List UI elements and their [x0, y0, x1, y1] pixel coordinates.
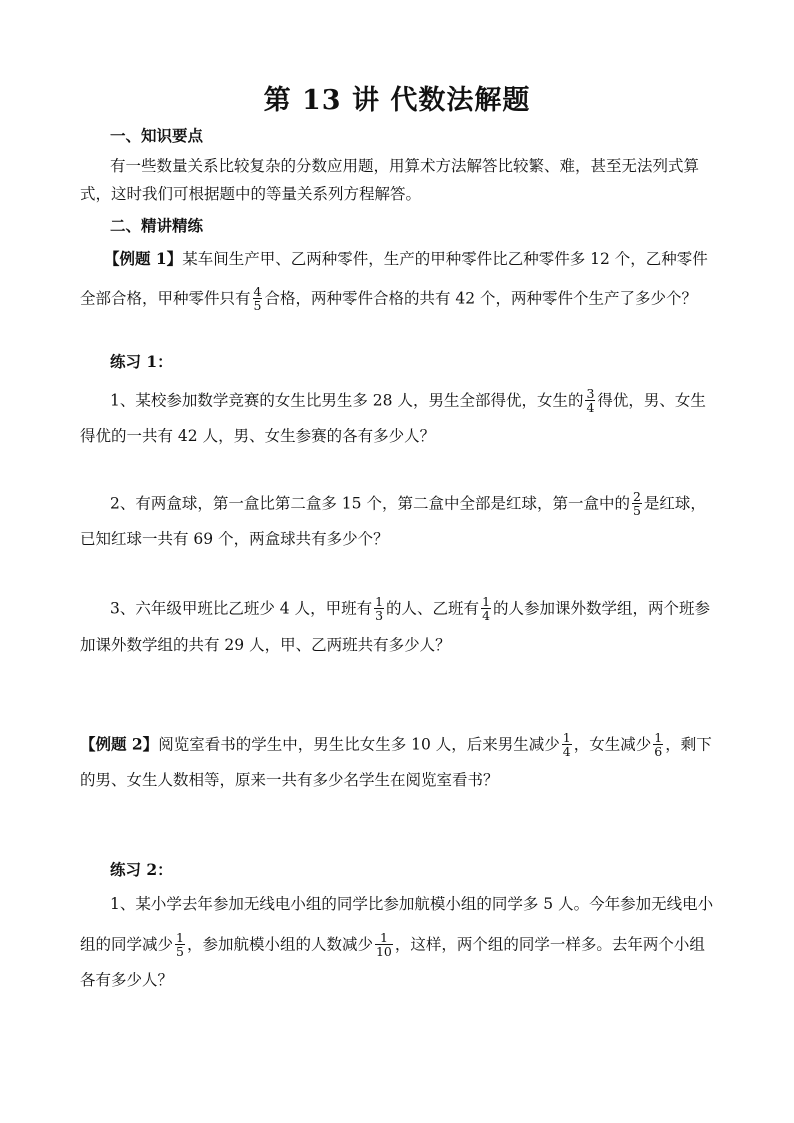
practice1-heading: 练习 1：	[110, 352, 173, 371]
fraction: $\frac{4}{5}$	[253, 284, 262, 313]
practice2-heading: 练习 2：	[110, 860, 173, 879]
fraction: $\frac{1}{10}$	[375, 930, 392, 959]
example1-line-1: 【例题 1】某车间生产甲、乙两种零件，生产的甲种零件比乙种零件多 12 个，乙种零件	[104, 249, 708, 268]
example2-label: 【例题 2】	[80, 734, 159, 754]
practice1-q2-line-1: 2、有两盒球，第一盒比第二盒多 15 个，第二盒中全部是红球，第一盒中的 $\frac{2}{5}$ 是红球，	[110, 489, 706, 518]
example2-line-2: 的男、女生人数相等，原来一共有多少名学生在阅览室看书？	[80, 771, 499, 789]
section-heading-knowledge: 一、知识要点	[110, 126, 204, 145]
fraction: $\frac{1}{4}$	[562, 730, 571, 759]
fraction: $\frac{2}{5}$	[632, 489, 641, 518]
practice1-q3-line-2: 加课外数学组的共有 29 人，甲、乙两班共有多少人？	[80, 636, 451, 654]
practice2-q1-line-1: 1、某小学去年参加无线电小组的同学比参加航模小组的同学多 5 人。今年参加无线电小	[110, 895, 714, 913]
practice1-q1-line-1: 1、某校参加数学竞赛的女生比男生多 28 人，男生全部得优，女生的 $\frac{3}{4}$ 得优，男、女生	[110, 386, 706, 415]
knowledge-paragraph-line-2: 式，这时我们可根据题中的等量关系列方程解答。	[80, 185, 422, 203]
page-title: 第 13 讲 代数法解题	[263, 85, 531, 116]
fraction: $\frac{1}{3}$	[375, 594, 384, 623]
practice1-q2-line-2: 已知红球一共有 69 个，两盒球共有多少个？	[80, 530, 389, 548]
fraction: $\frac{1}{5}$	[176, 930, 184, 959]
section-heading-lecture: 二、精讲精练	[110, 216, 204, 235]
example1-label: 【例题 1】	[104, 249, 183, 268]
practice2-q1-line-2: 组的同学减少 $\frac{1}{5}$ ，参加航模小组的人数减少 $\frac{1}{10}$ ，这样，两个组的同学一样多。去年两个小组	[80, 930, 705, 959]
practice1-q3-line-1: 3、六年级甲班比乙班少 4 人，甲班有 $\frac{1}{3}$ 的人、乙班有 $\frac{1}{4}$ 的人参加课外数学组，两个班参	[110, 594, 711, 623]
fraction: $\frac{1}{6}$	[654, 730, 663, 759]
fraction: $\frac{1}{4}$	[482, 594, 491, 623]
practice2-q1-line-3: 各有多少人？	[80, 971, 174, 989]
knowledge-paragraph-line-1: 有一些数量关系比较复杂的分数应用题，用算术方法解答比较繁、难，甚至无法列式算	[110, 157, 700, 175]
practice1-q1-line-2: 得优的一共有 42 人，男、女生参赛的各有多少人？	[80, 427, 436, 445]
example1-line-2: 全部合格，甲种零件只有 $\frac{4}{5}$ 合格，两种零件合格的共有 42 个，两种零件个生产了多少个？	[80, 284, 698, 313]
fraction: $\frac{3}{4}$	[586, 386, 595, 415]
example2-line-1: 【例题 2】阅览室看书的学生中，男生比女生多 10 人，后来男生减少 $\frac{1}{4}$ ，女生减少 $\frac{1}{6}$ ，剩下	[80, 730, 712, 759]
